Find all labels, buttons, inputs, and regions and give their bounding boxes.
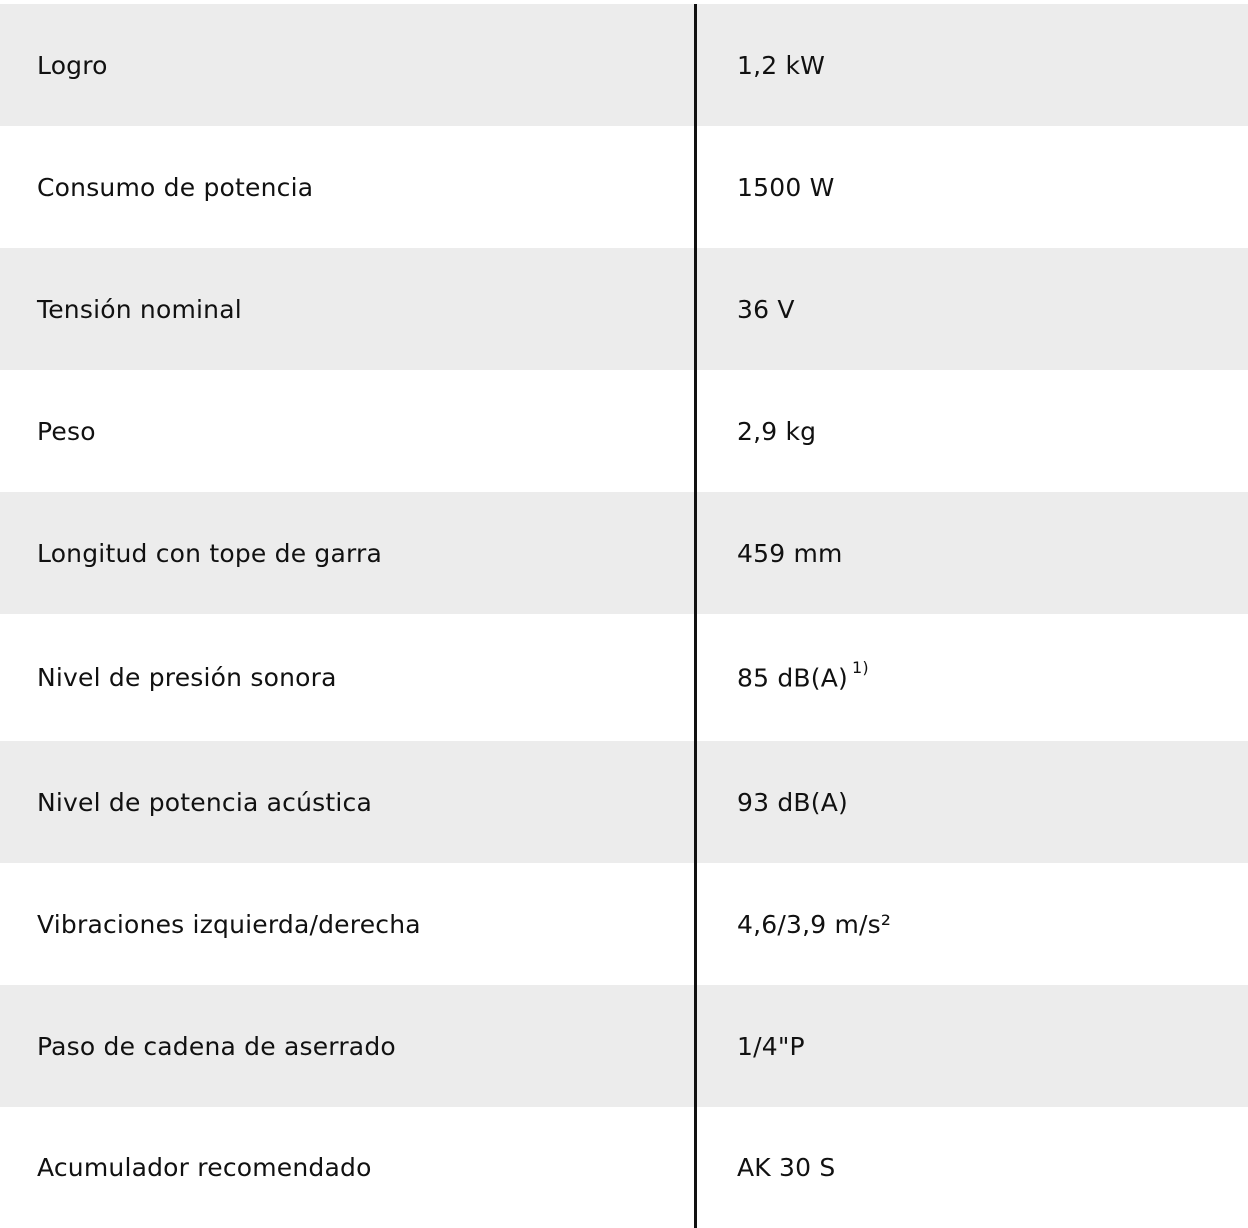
spec-value-with-footnote xyxy=(696,658,1248,693)
spec-label: Consumo de potencia xyxy=(37,172,314,202)
spec-label: Vibraciones izquierda/derecha xyxy=(37,909,421,939)
spec-value: 4,6/3,9 m/s² xyxy=(737,909,892,939)
spec-row-vibration xyxy=(0,863,1248,985)
spec-row-sound-pressure xyxy=(0,614,1248,741)
spec-label: Longitud con tope de garra xyxy=(37,538,383,568)
column-divider xyxy=(694,4,697,1228)
spec-label: Tensión nominal xyxy=(37,294,242,324)
spec-value: 1,2 kW xyxy=(737,50,826,80)
spec-label: Nivel de presión sonora xyxy=(37,663,337,692)
spec-value: 36 V xyxy=(737,294,795,324)
spec-value: 2,9 kg xyxy=(737,416,817,446)
spec-label: Paso de cadena de aserrado xyxy=(37,1031,396,1061)
spec-value: 1500 W xyxy=(737,172,835,202)
footnote-marker: 1) xyxy=(852,658,869,678)
spec-label: Peso xyxy=(37,416,96,446)
spec-value: 85 dB(A) xyxy=(737,663,848,693)
spec-value: 93 dB(A) xyxy=(737,787,848,817)
spec-row-rated-voltage xyxy=(0,248,1248,370)
spec-label: Nivel de potencia acústica xyxy=(37,787,373,817)
spec-row-recommended-battery xyxy=(0,1107,1248,1227)
spec-row-weight xyxy=(0,370,1248,492)
spec-row-chain-pitch xyxy=(0,985,1248,1107)
spec-row-sound-power xyxy=(0,741,1248,863)
spec-value: 1/4"P xyxy=(737,1031,805,1061)
spec-label: Acumulador recomendado xyxy=(37,1152,372,1182)
spec-row-power-consumption xyxy=(0,126,1248,248)
spec-row-length xyxy=(0,492,1248,614)
spec-value: AK 30 S xyxy=(737,1152,836,1182)
spec-label: Logro xyxy=(37,50,108,80)
spec-value: 459 mm xyxy=(737,538,843,568)
spec-row-output xyxy=(0,4,1248,126)
